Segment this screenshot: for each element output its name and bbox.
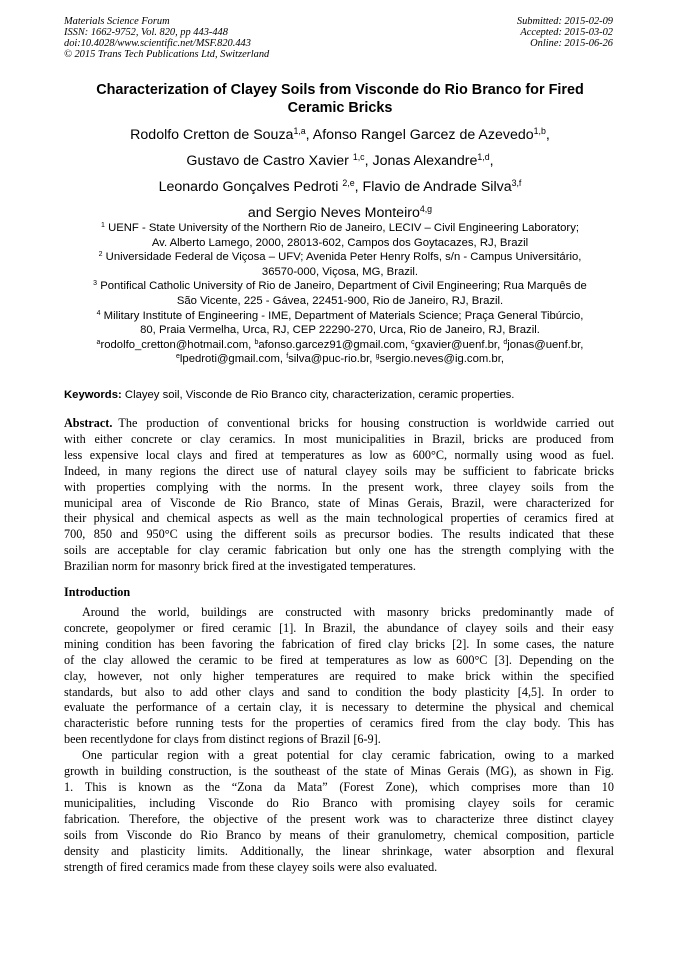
email-address: sergio.neves@ig.com.br, [379, 353, 504, 366]
section-heading-introduction: Introduction [64, 585, 131, 599]
email-marker: a [96, 338, 101, 346]
intro-line: of the clay allowed the ceramic to be fired at temperatures as low as 600°C [3]. Depending on the [64, 652, 614, 667]
affiliation-marker: 3 [93, 280, 98, 288]
affiliation-marker: 2 [98, 251, 103, 259]
affiliation-text: Military Institute of Engineering - IME, Department of Materials Science; Praça General Tibúrcio, [103, 309, 584, 322]
intro-line: soils from Visconde do Rio Branco by means of their granulometry, chemical composition, particle [64, 827, 614, 842]
email-marker: c [411, 338, 415, 346]
author-line: Leonardo Gonçalves Pedroti $^{2,e}$, Flavio de Andrade Silva$^{3,f}$ [158, 178, 522, 195]
email-address: silva@puc-rio.br, [288, 353, 373, 366]
affiliation-line: São Vicente, 225 - Gávea, 22451-900, Rio de Janeiro, RJ, Brazil. [176, 294, 504, 307]
keywords-label: Keywords: [64, 389, 122, 401]
dates-header [517, 16, 613, 49]
intro-line: 1. This is known as the “Zona da Mata” (Forest Zone), which comprises more than 10 [64, 779, 614, 794]
online-date: Online: 2015-06-26 [530, 38, 613, 49]
keywords [64, 389, 620, 401]
journal-header [64, 16, 269, 60]
abstract [64, 416, 614, 575]
author-sup: 1,b [533, 126, 546, 137]
affiliation-line: 36570-000, Viçosa, MG, Brazil. [261, 265, 419, 278]
intro-line: been recentlydone for clays from distinct regions of Brazil [6-9]. [64, 732, 381, 747]
author-sup: 1,a [293, 126, 306, 137]
email-address: lpedroti@gmail.com, [179, 353, 284, 366]
abstract-line: Indeed, in many regions the direct use of natural clayey soils may be sufficient to fabricate bricks [64, 463, 614, 478]
keywords-text: Clayey soil, Visconde de Rio Branco city, characterization, ceramic properties. [124, 389, 515, 401]
intro-line: municipalities, including Visconde do Rio Branco with promising clayey soils for ceramic [64, 795, 614, 810]
author-sup: 1,d [477, 152, 490, 163]
title-line: Characterization of Clayey Soils from Visconde do Rio Branco for Fired [96, 82, 584, 98]
email-address: jonas@uenf.br, [507, 338, 584, 351]
abstract-line: soils are acceptable for clay ceramic fabrication but only one has the strength complying with the [64, 543, 614, 558]
author-sup: 2,e [342, 178, 355, 189]
paper-title [62, 81, 618, 117]
affiliations [62, 221, 618, 367]
author-name: Jonas Alexandre [372, 153, 478, 169]
intro-line: Around the world, buildings are constructed with masonry bricks predominantly made of [82, 605, 614, 619]
email-address: afonso.garcez91@gmail.com, [258, 338, 408, 351]
introduction-body [64, 605, 614, 875]
intro-line: density and plasticity limits. Additionally, the linear shrinkage, water absorption and flexural [64, 843, 614, 858]
intro-line: evaluate the performance of a certain clay, it is necessary to determine the physical and chemical [64, 700, 614, 715]
affiliation-line [62, 309, 618, 324]
author-name: Flavio de Andrade Silva [362, 179, 512, 195]
affiliation-line: Av. Alberto Lamego, 2000, 28013-602, Campos dos Goytacazes, RJ, Brazil [151, 236, 529, 249]
intro-line: strength of fired ceramics made from these clayey soils were also evaluated. [64, 859, 438, 874]
author-list [62, 122, 618, 226]
author-sup: 1,c [352, 152, 365, 163]
author-line: Gustavo de Castro Xavier $^{1,c}$, Jonas Alexandre$^{1,d}$, [186, 152, 494, 169]
intro-line: concrete, geopolymer or fired ceramic [1]. In Brazil, the abundance of clayey soils and their easy [64, 620, 614, 635]
email-marker: g [375, 353, 380, 361]
abstract-line [64, 416, 614, 432]
email-line [62, 338, 618, 353]
email-marker: d [503, 338, 508, 346]
journal-issn: ISSN: 1662-9752, Vol. 820, pp 443-448 [64, 27, 228, 38]
affiliation-text: Universidade Federal de Viçosa – UFV; Avenida Peter Henry Rolfs, s/n - Campus Universitário, [105, 251, 582, 264]
author-line: Rodolfo Cretton de Souza$^{1,a}$, Afonso Rangel Garcez de Azevedo$^{1,b}$, [130, 126, 550, 143]
email-address: rodolfo_cretton@hotmail.com, [100, 338, 252, 351]
email-marker: f [286, 353, 289, 361]
affiliation-line [62, 279, 618, 294]
intro-line: standards, but also to add other clays and sand to condition the body plasticity [4,5]. In order to [64, 684, 614, 699]
abstract-text: The production of conventional bricks for housing construction is worldwide carried out [118, 416, 614, 430]
affiliation-line: 80, Praia Vermelha, Urca, RJ, CEP 22290-270, Urca, Rio de Janeiro, RJ, Brazil. [140, 324, 540, 337]
submitted-date: Submitted: 2015-02-09 [516, 16, 613, 27]
abstract-line: with properties complying with the norms. In the present work, three clayey soils from the [64, 479, 614, 494]
affiliation-marker: 1 [101, 222, 105, 230]
title-line: Ceramic Bricks [287, 100, 393, 116]
abstract-line: their physical and chemical aspects as well as the main technological properties of ceramics fired at [64, 511, 614, 526]
affiliation-text: Pontifical Catholic University of Rio de Janeiro, Department of Civil Engineering; Rua Marquês de [100, 280, 587, 293]
author-name: Rodolfo Cretton de Souza [130, 127, 294, 143]
abstract-line: 700, 850 and 950°C using the different soils as precursor bodies. The results indicated that these [64, 527, 614, 542]
affiliation-marker: 4 [96, 309, 101, 317]
author-sup: 3,f [511, 178, 522, 189]
author-name: and Sergio Neves Monteiro [247, 205, 420, 221]
intro-line: characteristic before running tests for the properties of ceramics fired from the clay body. This has [64, 716, 614, 731]
journal-doi: doi:10.4028/www.scientific.net/MSF.820.443 [64, 38, 251, 49]
abstract-line: Brazilian norm for masonry brick fired at the investigated temperatures. [64, 559, 416, 574]
intro-line: mining condition has been favoring the fabrication of fired clay bricks [2]. In some cases, the nature [64, 636, 614, 651]
abstract-line: municipal area of Visconde de Rio Branco, state of Minas Gerais, Brazil, were characterized for [64, 495, 614, 510]
email-address: gxavier@uenf.br, [414, 338, 501, 351]
intro-line: One particular region with a great potential for clay ceramic fabrication, owing to a marked [82, 748, 614, 763]
author-sup: 4,g [419, 204, 433, 215]
intro-line: growth in building construction, is the southeast of the state of Minas Gerais (MG), as shown in Fig. [64, 764, 614, 779]
accepted-date: Accepted: 2015-03-02 [520, 27, 613, 38]
journal-copyright: © 2015 Trans Tech Publications Ltd, Switzerland [64, 49, 270, 60]
author-name: Afonso Rangel Garcez de Azevedo [312, 127, 534, 143]
abstract-line: less expensive local clays and fired at temperatures as low as 600°C, normally using wood as fuel. [64, 447, 614, 462]
affiliation-text: UENF - State University of the Northern Rio de Janeiro, LECIV – Civil Engineering Laboratory; [108, 222, 579, 234]
affiliation-line [62, 250, 618, 265]
intro-line: fabrication. Therefore, the objective of the present work was to characterize three distinct clayey [64, 811, 614, 826]
intro-line: clay, however, not only higher temperatures are required to make brick within the specified [64, 668, 614, 683]
author-name: Gustavo de Castro Xavier [186, 153, 349, 169]
email-marker: b [254, 338, 259, 346]
abstract-line: with either concrete or clay ceramics. In most municipalities in Brazil, bricks are produced from [64, 431, 614, 446]
affiliation-line [62, 221, 618, 236]
email-line [62, 352, 618, 367]
author-name: Leonardo Gonçalves Pedroti [158, 179, 339, 195]
email-marker: e [176, 353, 180, 361]
abstract-label: Abstract. [64, 416, 113, 430]
journal-name: Materials Science Forum [64, 16, 170, 27]
